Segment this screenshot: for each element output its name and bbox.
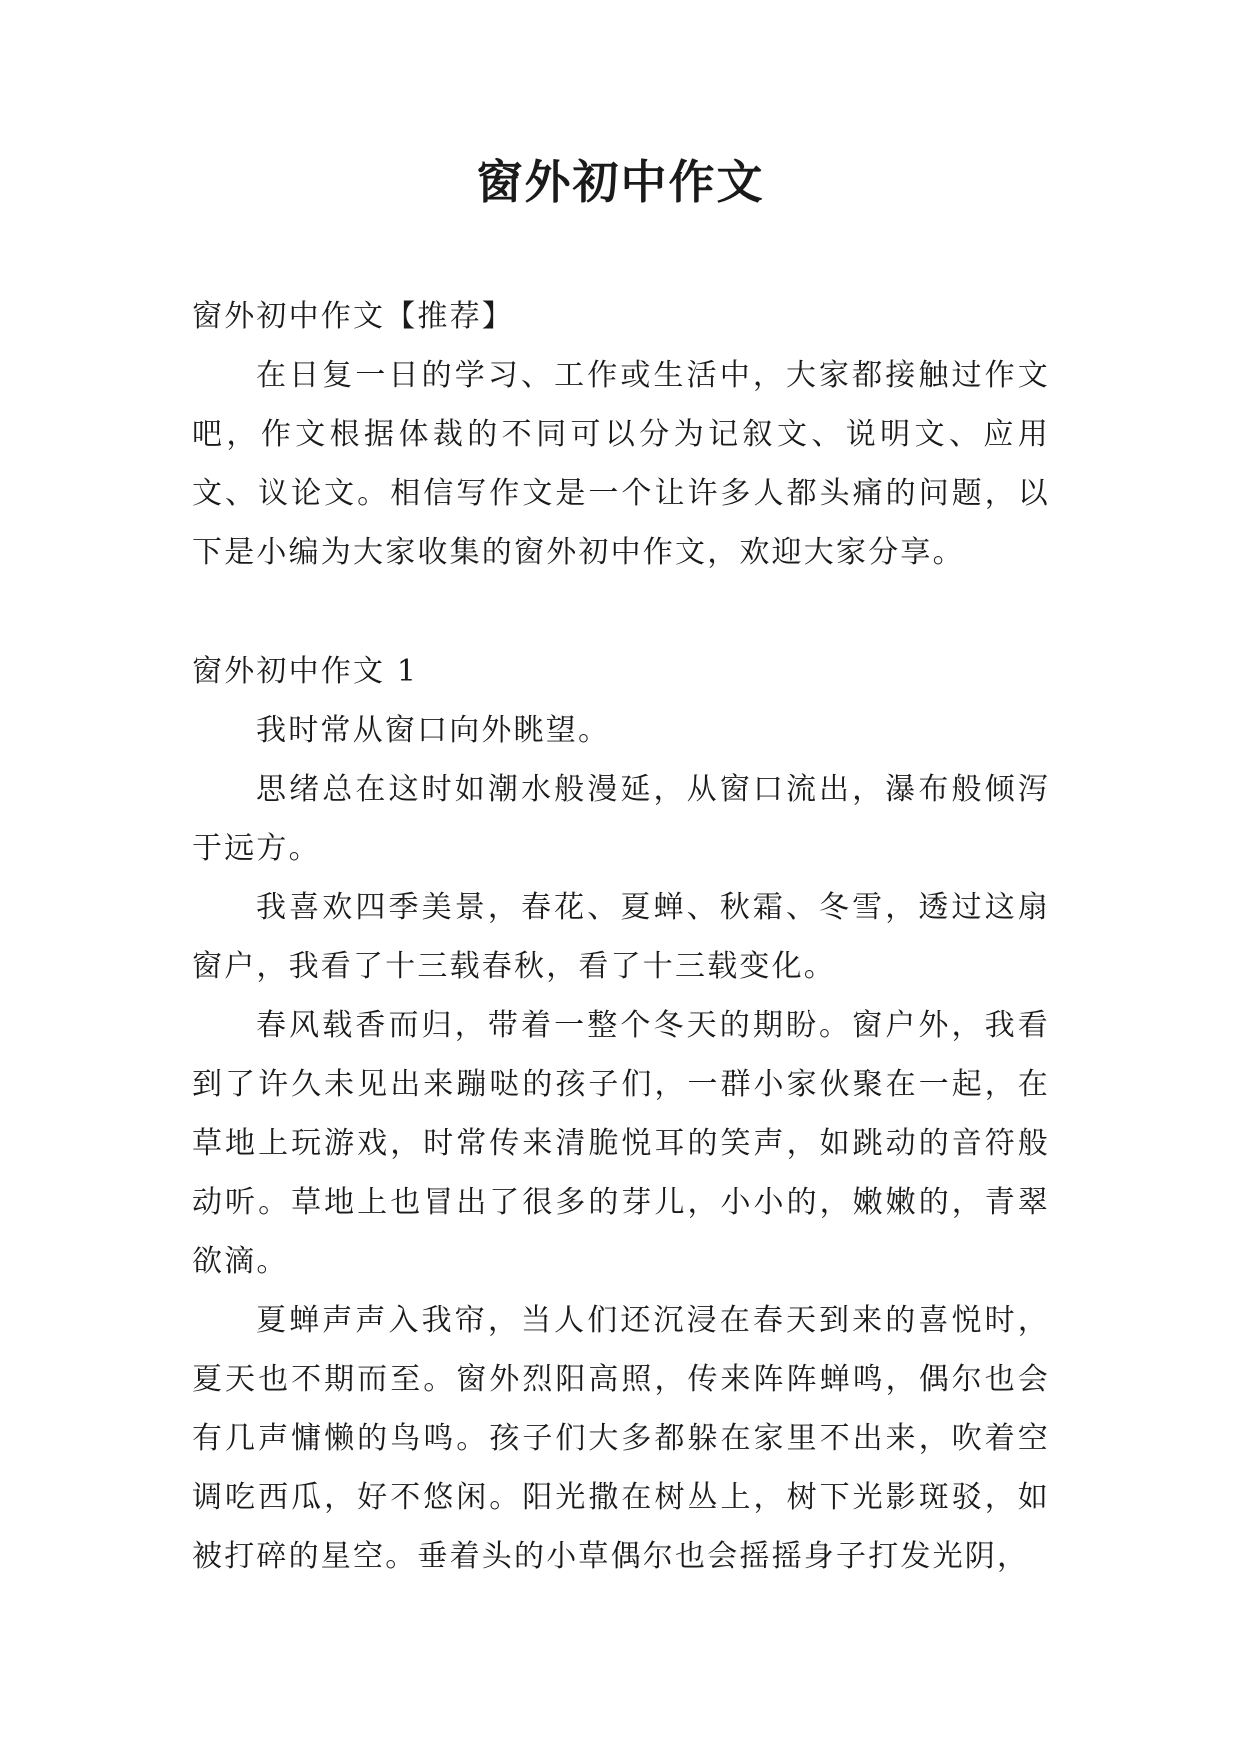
section-spacer <box>192 582 1050 642</box>
section-1-heading: 窗外初中作文 1 <box>192 654 419 689</box>
intro-heading: 窗外初中作文【推荐】 <box>192 299 514 334</box>
section-1-paragraph: 我喜欢四季美景，春花、夏蝉、秋霜、冬雪，透过这扇窗户，我看了十三载春秋，看了十三载变化。 <box>192 890 1050 984</box>
section-1-paragraph: 思绪总在这时如潮水般漫延，从窗口流出，瀑布般倾泻于远方。 <box>192 772 1050 866</box>
section-1-paragraph: 夏蝉声声入我帘，当人们还沉浸在春天到来的喜悦时，夏天也不期而至。窗外烈阳高照，传来阵阵蝉鸣，偶尔也会有几声慵懒的鸟鸣。孩子们大多都躲在家里不出来，吹着空调吃西瓜，好不悠闲。阳光撒在树丛上，树下光影斑驳，如被打碎的星空。垂着头的小草偶尔也会摇摇身子打发光阴， <box>192 1303 1050 1574</box>
section-1-paragraph: 春风载香而归，带着一整个冬天的期盼。窗户外，我看到了许久未见出来蹦哒的孩子们，一群小家伙聚在一起，在草地上玩游戏，时常传来清脆悦耳的笑声，如跳动的音符般动听。草地上也冒出了很多的芽儿，小小的，嫩嫩的，青翠欲滴。 <box>192 1008 1050 1279</box>
document-title: 窗外初中作文 <box>476 155 765 209</box>
intro-paragraph: 在日复一日的学习、工作或生活中，大家都接触过作文吧，作文根据体裁的不同可以分为记叙文、说明文、应用文、议论文。相信写作文是一个让许多人都头痛的问题，以下是小编为大家收集的窗外初中作文，欢迎大家分享。 <box>192 358 1050 570</box>
section-1-paragraph: 我时常从窗口向外眺望。 <box>256 713 611 748</box>
document-body <box>192 287 1050 1586</box>
